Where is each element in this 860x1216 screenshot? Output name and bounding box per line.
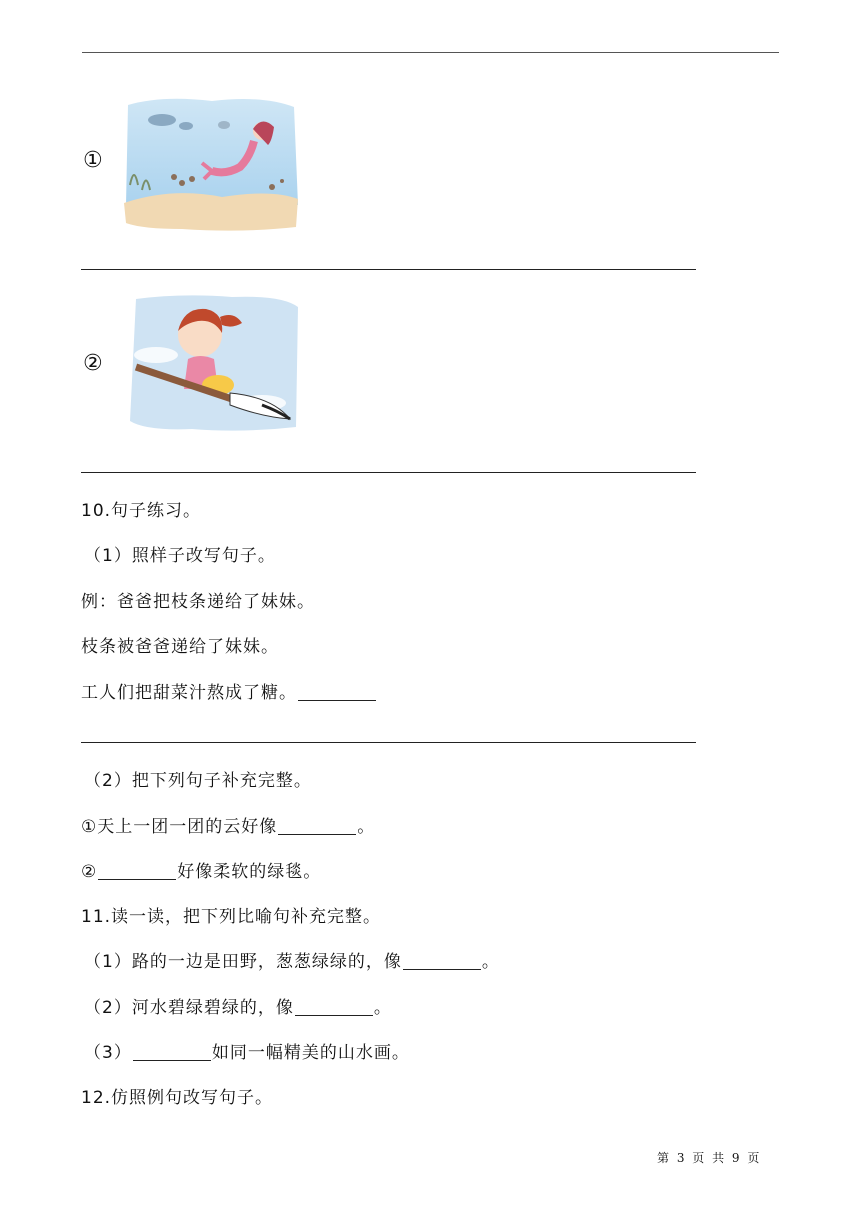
question-11-item-3-marker: （3） xyxy=(84,1043,132,1063)
question-11-item-2-text: （2）河水碧绿碧绿的，像 xyxy=(84,998,294,1018)
question-10-item-1 xyxy=(81,815,375,839)
question-11-item-1 xyxy=(84,950,500,974)
question-11-item-2 xyxy=(84,996,392,1020)
picture-2-marker: ② xyxy=(83,351,103,376)
question-10-example-answer: 枝条被爸爸递给了妹妹。 xyxy=(81,637,279,657)
answer-blank[interactable] xyxy=(295,997,373,1016)
question-11-item-3 xyxy=(84,1041,410,1065)
question-11-item-1-text: （1）路的一边是田野，葱葱绿绿的，像 xyxy=(84,952,402,972)
question-10-item-2-marker: ② xyxy=(81,862,98,882)
question-10-example: 例：爸爸把枝条递给了妹妹。 xyxy=(81,592,315,612)
answer-line-1[interactable] xyxy=(81,269,696,270)
question-10-task-text: 工人们把甜菜汁熬成了糖。 xyxy=(81,683,297,703)
picture-1-marker: ① xyxy=(83,148,103,173)
question-10-part-2: （2）把下列句子补充完整。 xyxy=(84,771,312,791)
question-11-item-1-end: 。 xyxy=(481,952,500,972)
question-12-title: 12.仿照例句改写句子。 xyxy=(81,1088,274,1108)
answer-blank[interactable] xyxy=(98,861,176,880)
page-number-footer: 第 3 页 共 9 页 xyxy=(657,1151,762,1165)
question-10-item-2-text: 好像柔软的绿毯。 xyxy=(177,862,322,882)
question-10-item-1-text: ①天上一团一团的云好像 xyxy=(81,817,278,837)
mermaid-underwater-picture xyxy=(122,95,300,232)
answer-line-3[interactable] xyxy=(81,742,696,743)
answer-blank[interactable] xyxy=(278,816,356,835)
answer-blank[interactable] xyxy=(403,951,481,970)
question-10-title: 10.句子练习。 xyxy=(81,501,202,521)
question-11-item-3-text: 如同一幅精美的山水画。 xyxy=(211,1043,410,1063)
question-10-item-2 xyxy=(81,860,321,884)
header-rule xyxy=(82,52,779,53)
question-10-task xyxy=(81,681,377,705)
answer-line-2[interactable] xyxy=(81,472,696,473)
question-10-part-1: （1）照样子改写句子。 xyxy=(84,546,276,566)
answer-blank[interactable] xyxy=(298,682,376,701)
question-11-item-2-end: 。 xyxy=(373,998,392,1018)
girl-riding-brush-picture xyxy=(122,293,300,433)
question-10-item-1-end: 。 xyxy=(357,817,376,837)
question-11-title: 11.读一读，把下列比喻句补充完整。 xyxy=(81,907,382,927)
answer-blank[interactable] xyxy=(133,1042,211,1061)
